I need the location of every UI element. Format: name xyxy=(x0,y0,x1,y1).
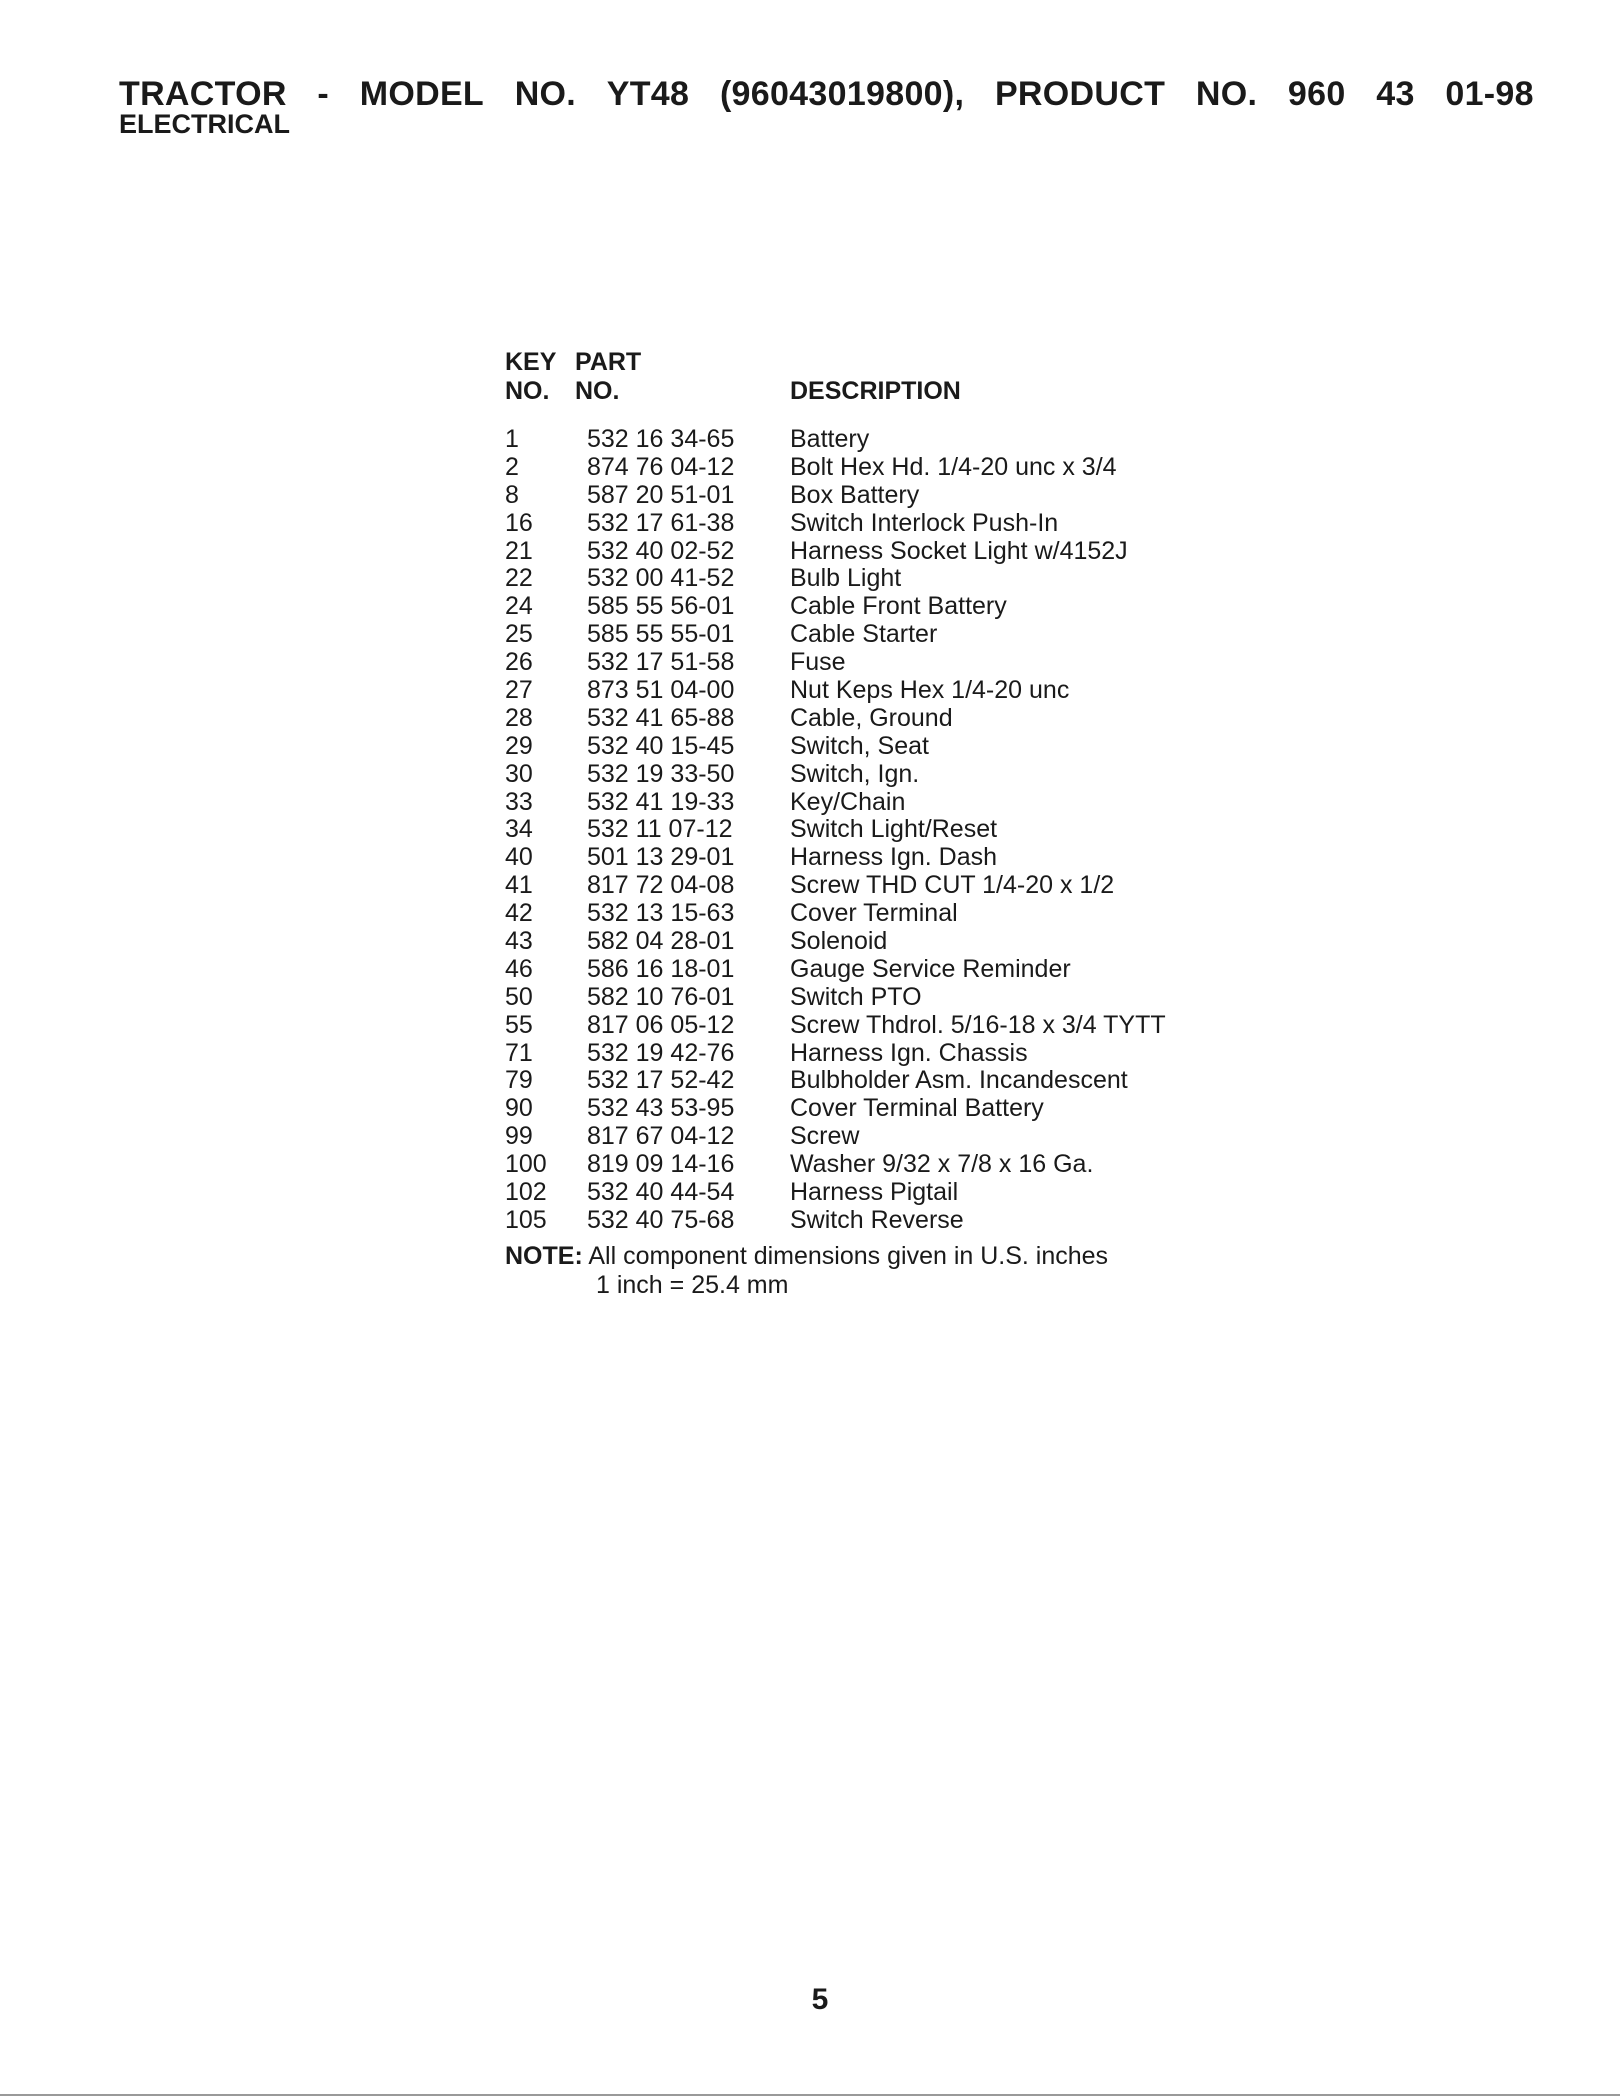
part-no: 532 17 52-42 xyxy=(587,1066,735,1095)
table-row xyxy=(505,1179,1225,1207)
title-word: NO. xyxy=(514,75,577,113)
title-word: - xyxy=(317,75,330,113)
table-row xyxy=(505,872,1225,900)
part-no: 532 41 19-33 xyxy=(587,787,735,816)
part-no: 817 72 04-08 xyxy=(587,871,735,900)
key-no: 29 xyxy=(505,731,533,760)
note-text: All component dimensions given in U.S. inches xyxy=(582,1242,1109,1270)
key-no: 41 xyxy=(505,871,533,900)
title-word: 960 xyxy=(1287,75,1346,113)
description: Switch Light/Reset xyxy=(790,815,998,844)
table-row xyxy=(505,900,1225,928)
description: Solenoid xyxy=(790,927,888,956)
title-word: YT48 xyxy=(606,75,690,113)
key-header-line1: KEY xyxy=(505,348,557,376)
description: Switch Reverse xyxy=(790,1205,964,1234)
description: Cable, Ground xyxy=(790,703,953,732)
table-row xyxy=(505,538,1225,566)
note xyxy=(505,1242,1108,1300)
page-number: 5 xyxy=(811,1983,829,2016)
description: Cable Starter xyxy=(790,620,938,649)
parts-table xyxy=(505,348,1225,1235)
description: Washer 9/32 x 7/8 x 16 Ga. xyxy=(790,1150,1094,1179)
key-no: 2 xyxy=(505,452,519,481)
key-no: 1 xyxy=(505,425,519,453)
note-line1 xyxy=(505,1242,1108,1271)
key-no: 25 xyxy=(505,620,533,649)
description: Switch, Ign. xyxy=(790,759,920,788)
part-no: 532 43 53-95 xyxy=(587,1094,735,1123)
part-no: 532 13 15-63 xyxy=(587,899,735,928)
part-no: 532 17 51-58 xyxy=(587,648,735,677)
part-no: 532 40 15-45 xyxy=(587,731,735,760)
part-no: 532 17 61-38 xyxy=(587,508,735,537)
key-no: 105 xyxy=(505,1205,547,1234)
part-no: 532 40 44-54 xyxy=(587,1178,735,1207)
key-no: 90 xyxy=(505,1094,533,1123)
description-header: DESCRIPTION xyxy=(790,377,961,405)
description: Cover Terminal xyxy=(790,899,958,928)
table-row xyxy=(505,1123,1225,1151)
part-no: 532 11 07-12 xyxy=(587,815,733,844)
key-no: 43 xyxy=(505,927,533,956)
table-row xyxy=(505,1207,1225,1235)
description: Switch Interlock Push-In xyxy=(790,508,1059,537)
description: Harness Socket Light w/4152J xyxy=(790,536,1128,565)
part-no: 585 55 55-01 xyxy=(587,620,735,649)
description: Battery xyxy=(790,425,870,453)
key-no: 27 xyxy=(505,676,533,705)
key-no: 42 xyxy=(505,899,533,928)
description: Cable Front Battery xyxy=(790,592,1007,621)
part-no: 532 41 65-88 xyxy=(587,703,735,732)
table-row xyxy=(505,510,1225,538)
description: Screw xyxy=(790,1122,860,1151)
part-no: 532 19 33-50 xyxy=(587,759,735,788)
part-no: 585 55 56-01 xyxy=(587,592,735,621)
table-row xyxy=(505,426,1225,454)
table-row xyxy=(505,565,1225,593)
table-row xyxy=(505,984,1225,1012)
table-row xyxy=(505,1067,1225,1095)
key-no: 34 xyxy=(505,815,533,844)
key-no: 46 xyxy=(505,954,533,983)
table-row xyxy=(505,705,1225,733)
table-header xyxy=(505,348,1225,410)
description: Screw Thdrol. 5/16-18 x 3/4 TYTT xyxy=(790,1010,1166,1039)
key-no: 79 xyxy=(505,1066,533,1095)
table-row xyxy=(505,928,1225,956)
description: Harness Ign. Chassis xyxy=(790,1038,1028,1067)
key-no: 16 xyxy=(505,508,533,537)
key-no: 99 xyxy=(505,1122,533,1151)
key-no: 22 xyxy=(505,564,533,593)
key-no: 24 xyxy=(505,592,533,621)
key-no: 55 xyxy=(505,1010,533,1039)
key-no: 26 xyxy=(505,648,533,677)
table-row xyxy=(505,733,1225,761)
description: Harness Ign. Dash xyxy=(790,843,998,872)
part-header-line1: PART xyxy=(575,348,642,376)
section-title: ELECTRICAL xyxy=(119,109,290,139)
title-word: MODEL xyxy=(359,75,484,113)
bottom-rule xyxy=(0,2094,1620,2096)
parts-list xyxy=(505,426,1225,1235)
key-header-line2: NO. xyxy=(505,377,550,405)
table-row xyxy=(505,621,1225,649)
description: Box Battery xyxy=(790,480,920,509)
description: Switch PTO xyxy=(790,982,922,1011)
table-row xyxy=(505,956,1225,984)
key-no: 33 xyxy=(505,787,533,816)
part-no: 532 40 75-68 xyxy=(587,1205,735,1234)
table-row xyxy=(505,677,1225,705)
part-no: 532 19 42-76 xyxy=(587,1038,735,1067)
table-row xyxy=(505,1095,1225,1123)
table-row xyxy=(505,789,1225,817)
part-no: 817 67 04-12 xyxy=(587,1122,735,1151)
title-word: TRACTOR xyxy=(119,75,287,113)
title-word: PRODUCT xyxy=(994,75,1166,113)
part-no: 501 13 29-01 xyxy=(587,843,735,872)
part-no: 532 16 34-65 xyxy=(587,425,735,453)
title-word: 01-98 xyxy=(1445,75,1534,113)
description: Gauge Service Reminder xyxy=(790,954,1071,983)
key-no: 40 xyxy=(505,843,533,872)
part-no: 587 20 51-01 xyxy=(587,480,735,509)
key-no: 50 xyxy=(505,982,533,1011)
part-no: 582 10 76-01 xyxy=(587,982,735,1011)
description: Key/Chain xyxy=(790,787,906,816)
key-no: 102 xyxy=(505,1178,547,1207)
part-no: 874 76 04-12 xyxy=(587,452,735,481)
key-no: 8 xyxy=(505,480,519,509)
table-row xyxy=(505,1012,1225,1040)
table-row xyxy=(505,454,1225,482)
description: Switch, Seat xyxy=(790,731,929,760)
description: Screw THD CUT 1/4-20 x 1/2 xyxy=(790,871,1115,900)
part-no: 817 06 05-12 xyxy=(587,1010,735,1039)
note-line2: 1 inch = 25.4 mm xyxy=(596,1271,789,1299)
part-no: 582 04 28-01 xyxy=(587,927,735,956)
part-no: 532 00 41-52 xyxy=(587,564,735,593)
part-no: 586 16 18-01 xyxy=(587,954,735,983)
table-row xyxy=(505,761,1225,789)
table-row xyxy=(505,649,1225,677)
page-title xyxy=(119,76,1534,112)
table-row xyxy=(505,1040,1225,1068)
part-no: 873 51 04-00 xyxy=(587,676,735,705)
title-word: NO. xyxy=(1195,75,1258,113)
description: Bulb Light xyxy=(790,564,902,593)
part-no: 819 09 14-16 xyxy=(587,1150,735,1179)
title-word: (96043019800), xyxy=(719,75,965,113)
table-row xyxy=(505,593,1225,621)
note-label: NOTE: xyxy=(505,1242,583,1270)
table-row xyxy=(505,482,1225,510)
table-row xyxy=(505,1151,1225,1179)
table-row xyxy=(505,816,1225,844)
description: Bolt Hex Hd. 1/4-20 unc x 3/4 xyxy=(790,452,1117,481)
description: Nut Keps Hex 1/4-20 unc xyxy=(790,676,1070,705)
key-no: 28 xyxy=(505,703,533,732)
description: Cover Terminal Battery xyxy=(790,1094,1044,1123)
title-word: 43 xyxy=(1376,75,1415,113)
key-no: 30 xyxy=(505,759,533,788)
description: Harness Pigtail xyxy=(790,1178,959,1207)
key-no: 71 xyxy=(505,1038,533,1067)
key-no: 21 xyxy=(505,536,533,565)
description: Bulbholder Asm. Incandescent xyxy=(790,1066,1128,1095)
table-row xyxy=(505,844,1225,872)
part-header-line2: NO. xyxy=(575,377,620,405)
key-no: 100 xyxy=(505,1150,547,1179)
description: Fuse xyxy=(790,648,846,677)
part-no: 532 40 02-52 xyxy=(587,536,735,565)
